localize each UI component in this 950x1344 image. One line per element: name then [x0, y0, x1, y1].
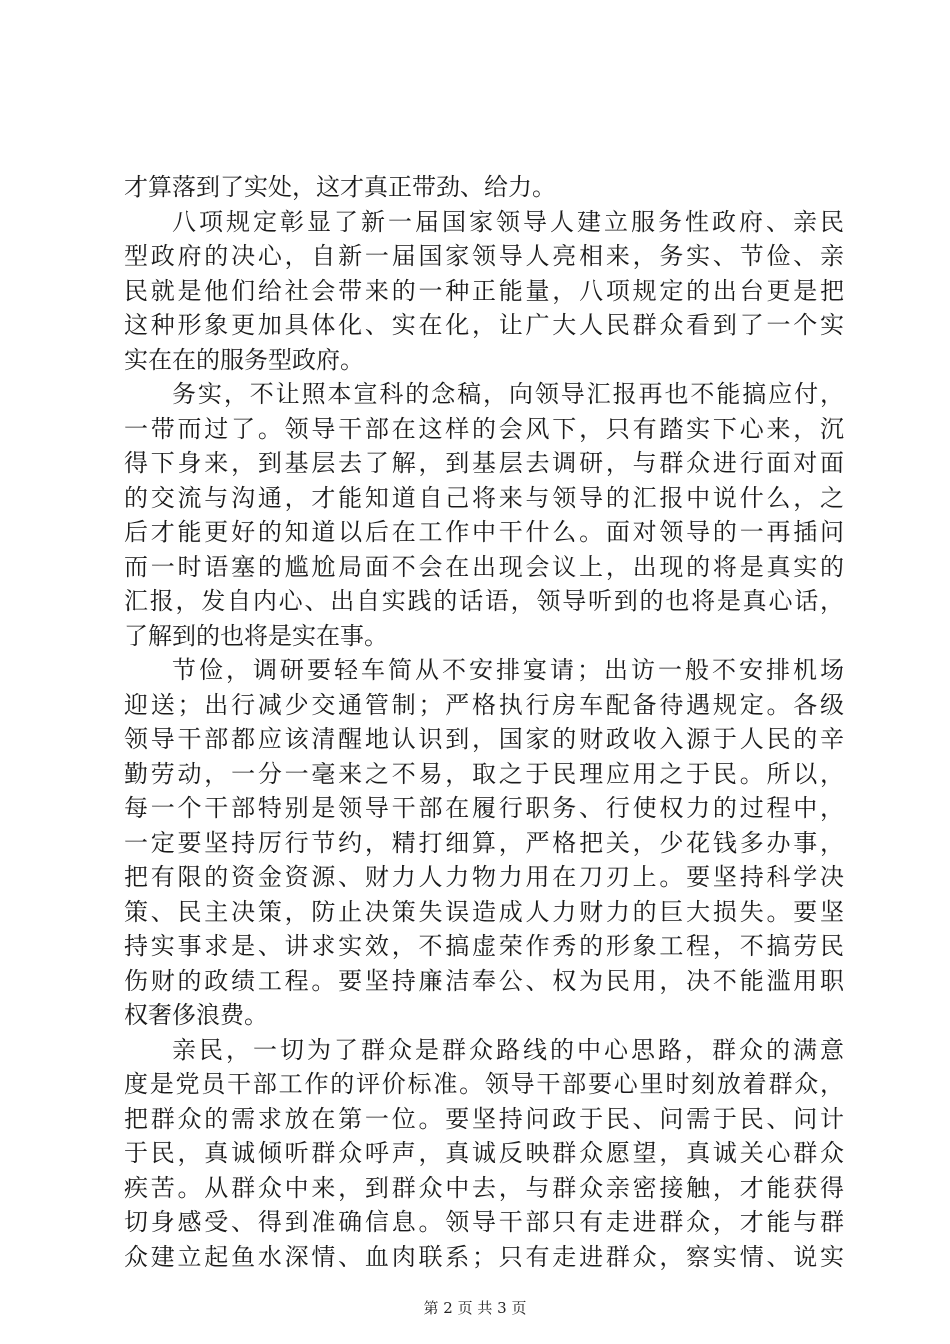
- text-line: 汇报，发自内心、出自实践的话语，领导听到的也将是真心话，: [124, 587, 844, 615]
- text-line: 领导干部都应该清醒地认识到，国家的财政收入源于人民的辛: [124, 725, 844, 753]
- text-line: 切身感受、得到准确信息。领导干部只有走进群众，才能与群: [124, 1208, 844, 1236]
- text-line: 迎送；出行减少交通管制；严格执行房车配备待遇规定。各级: [124, 690, 844, 719]
- text-line: 众建立起鱼水深情、血肉联系；只有走进群众，察实情、说实: [124, 1242, 844, 1271]
- text-line: 民就是他们给社会带来的一种正能量，八项规定的出台更是把: [124, 276, 844, 305]
- text-line: 把群众的需求放在第一位。要坚持问政于民、问需于民、问计: [124, 1104, 844, 1133]
- text-line: 这种形象更加具体化、实在化，让广大人民群众看到了一个实: [124, 311, 844, 339]
- document-body: [124, 170, 844, 1274]
- text-line: 一定要坚持厉行节约，精打细算，严格把关，少花钱多办事，: [124, 828, 844, 857]
- text-line: 权奢侈浪费。: [124, 1001, 268, 1029]
- text-line: 八项规定彰显了新一届国家领导人建立服务性政府、亲民: [172, 207, 844, 236]
- text-line: 一带而过了。领导干部在这样的会风下，只有踏实下心来，沉: [124, 414, 844, 443]
- text-line: 持实事求是、讲求实效，不搞虚荣作秀的形象工程，不搞劳民: [124, 932, 844, 960]
- text-line: 把有限的资金资源、财力人力物力用在刀刃上。要坚持科学决: [124, 863, 844, 891]
- text-line: 疾苦。从群众中来，到群众中去，与群众亲密接触，才能获得: [124, 1173, 844, 1202]
- text-line: 得下身来，到基层去了解，到基层去调研，与群众进行面对面: [124, 449, 844, 477]
- text-line: 亲民，一切为了群众是群众路线的中心思路，群众的满意: [172, 1035, 844, 1064]
- text-line: 实在在的服务型政府。: [124, 345, 364, 374]
- text-line: 型政府的决心，自新一届国家领导人亮相来，务实、节俭、亲: [124, 242, 844, 270]
- page-number-footer: [0, 1298, 950, 1318]
- text-line: 了解到的也将是实在事。: [124, 621, 388, 650]
- text-line: 后才能更好的知道以后在工作中干什么。面对领导的一再插问: [124, 518, 844, 546]
- text-line: 度是党员干部工作的评价标准。领导干部要心里时刻放着群众，: [124, 1070, 844, 1098]
- text-line: 的交流与沟通，才能知道自己将来与领导的汇报中说什么，之: [124, 483, 844, 512]
- text-line: 于民，真诚倾听群众呼声，真诚反映群众愿望，真诚关心群众: [124, 1139, 844, 1167]
- text-line: 务实，不让照本宣科的念稿，向领导汇报再也不能搞应付，: [172, 380, 844, 408]
- text-line: 伤财的政绩工程。要坚持廉洁奉公、权为民用，决不能滥用职: [124, 966, 844, 995]
- text-line: 而一时语塞的尴尬局面不会在出现会议上，出现的将是真实的: [124, 552, 844, 581]
- text-line: 节俭，调研要轻车简从不安排宴请；出访一般不安排机场: [172, 656, 844, 684]
- text-line: 才算落到了实处，这才真正带劲、给力。: [124, 173, 556, 201]
- text-line: 每一个干部特别是领导干部在履行职务、行使权力的过程中，: [124, 794, 844, 822]
- text-line: 勤劳动，一分一毫来之不易，取之于民理应用之于民。所以，: [124, 759, 844, 788]
- text-line: 策、民主决策，防止决策失误造成人力财力的巨大损失。要坚: [124, 897, 844, 926]
- page-number-label: 第 2 页 共 3 页: [423, 1299, 527, 1317]
